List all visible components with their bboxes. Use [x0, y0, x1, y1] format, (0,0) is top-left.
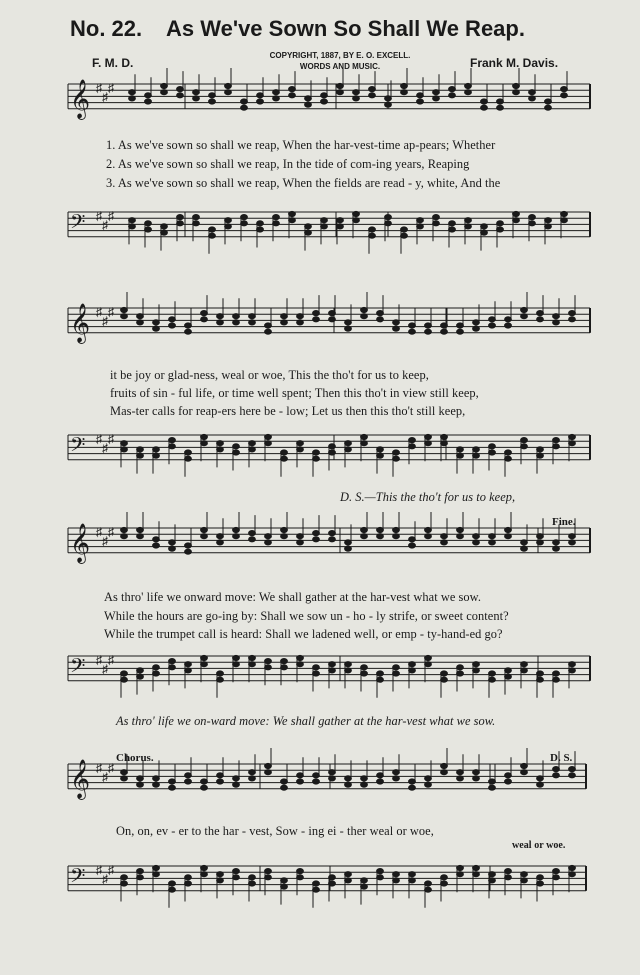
svg-text:𝄞: 𝄞	[70, 303, 91, 343]
svg-text:♯: ♯	[102, 314, 108, 328]
system2-ds-line: D. S.—This the tho't for us to keep,	[340, 490, 516, 504]
chorus-marker: Chorus.	[116, 752, 154, 764]
system1-verse2: 2. As we've sown so shall we reap, In the tide of com-ing years, Reaping	[106, 157, 470, 171]
chorus-refrain: On, on, ev - er to the har - vest, Sow - ing ei - ther weal or woe,	[116, 824, 434, 838]
svg-text:♯: ♯	[108, 81, 114, 95]
system3-ds-line: As thro' life we on-ward move: We shall gather at the har-vest what we sow.	[116, 714, 496, 728]
system3-verse1: As thro' life we onward move: We shall gather at the har-vest what we sow.	[104, 590, 481, 604]
svg-text:♯: ♯	[102, 441, 108, 455]
copyright-line-1: COPYRIGHT, 1887, BY E. O. EXCELL.	[269, 51, 411, 60]
svg-text:♯: ♯	[96, 432, 102, 446]
system2-verse2: fruits of sin - ful life, or time well spent; Then this tho't in view still keep,	[110, 386, 479, 400]
svg-text:♯: ♯	[108, 432, 114, 446]
fine-marker: Fine.	[552, 516, 576, 528]
hymn-title: As We've Sown So Shall We Reap.	[166, 16, 525, 41]
svg-text:♯: ♯	[96, 761, 102, 775]
svg-text:𝄢: 𝄢	[70, 433, 86, 461]
system3-verse2: While the hours are go-ing by: Shall we sow un - ho - ly strife, or sweet content?	[104, 609, 509, 623]
svg-text:♯: ♯	[102, 90, 108, 104]
ds-marker: D. S.	[550, 752, 573, 764]
copyright-line-2: WORDS AND MUSIC.	[299, 62, 381, 71]
svg-text:♯: ♯	[108, 525, 114, 539]
svg-text:𝄞: 𝄞	[70, 79, 91, 119]
svg-text:♯: ♯	[96, 81, 102, 95]
svg-text:𝄞: 𝄞	[70, 759, 91, 799]
system2-verse3: Mas-ter calls for reap-ers here be - low; Let us then this tho't still keep,	[110, 404, 466, 418]
chorus-small-text: weal or woe.	[512, 840, 566, 851]
svg-text:𝄢: 𝄢	[70, 864, 86, 892]
svg-text:𝄞: 𝄞	[70, 523, 91, 563]
svg-text:♯: ♯	[96, 209, 102, 223]
svg-text:♯: ♯	[96, 525, 102, 539]
system1-verse3: 3. As we've sown so shall we reap, When the fields are read - y, white, And the	[106, 176, 501, 190]
svg-text:♯: ♯	[96, 653, 102, 667]
svg-text:♯: ♯	[102, 770, 108, 784]
svg-text:♯: ♯	[102, 662, 108, 676]
svg-text:♯: ♯	[108, 863, 114, 877]
svg-text:♯: ♯	[96, 305, 102, 319]
svg-text:♯: ♯	[108, 761, 114, 775]
svg-text:♯: ♯	[108, 305, 114, 319]
svg-text:𝄢: 𝄢	[70, 210, 86, 238]
svg-text:♯: ♯	[102, 872, 108, 886]
composer-credit: Frank M. Davis.	[470, 56, 559, 70]
hymn-number: No. 22.	[70, 16, 143, 41]
svg-text:♯: ♯	[102, 534, 108, 548]
lyricist-initials: F. M. D.	[92, 56, 134, 70]
system3-verse3: While the trumpet call is heard: Shall we ladened well, or emp - ty-hand-ed go?	[104, 627, 503, 641]
svg-text:♯: ♯	[108, 209, 114, 223]
svg-text:𝄢: 𝄢	[70, 654, 86, 682]
system1-verse1: 1. As we've sown so shall we reap, When the har-vest-time ap-pears; Whether	[106, 138, 496, 152]
svg-text:♯: ♯	[102, 218, 108, 232]
system2-verse1: it be joy or glad-ness, weal or woe, This the tho't for us to keep,	[110, 368, 429, 382]
svg-text:♯: ♯	[96, 863, 102, 877]
svg-text:♯: ♯	[108, 653, 114, 667]
